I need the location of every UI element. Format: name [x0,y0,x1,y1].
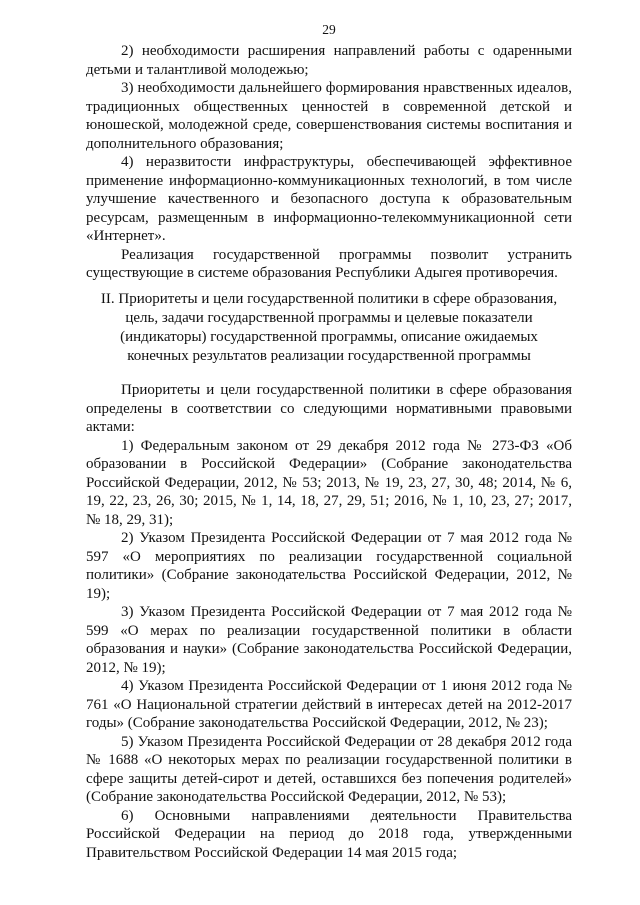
intro-item: 2) необходимости расширения направлений работы с одаренными детьми и талантливой молодежью; [86,43,572,78]
intro-item: 3) необходимости дальнейшего формирования нравственных идеалов, традиционных общественных ценностей в современной детской и юношеской, молодежной среде, совершенствования системы воспитания и дополнительного образования; [86,80,572,152]
legal-act-item: 1) Федеральным законом от 29 декабря 2012 года № 273-ФЗ «Об образовании в Российской Федерации» (Собрание законодательства Российской Федерации, 2012, № 53; 2013, № 19, 23, 27, 30, 48; 2014, № 6, 19, 22, 23, 26, 30; 2015, № 1, 14, 18, 27, 29, 51; 2016, № 1, 10, 23, 27; 2017, № 18, 29, 31); [86,437,572,528]
legal-act-item: 3) Указом Президента Российской Федерации от 7 мая 2012 года № 599 «О мерах по реализации государственной политики в области образования и науки» (Собрание законодательства Российской Федерации, 2012, № 19); [86,604,572,676]
legal-act-item: 4) Указом Президента Российской Федерации от 1 июня 2012 года № 761 «О Национальной стратегии действий в интересах детей на 2012-2017 годы» (Собрание законодательства Российской Федерации, 2012, № 23); [86,678,572,731]
intro-list [86,42,572,283]
intro-conclusion: Реализация государственной программы позволит устранить существующие в системе образования Республики Адыгея противоречия. [86,246,572,281]
legal-act-item: 5) Указом Президента Российской Федерации от 28 декабря 2012 года № 1688 «О некоторых мерах по реализации государственной политики в сфере защиты детей-сирот и детей, оставшихся без попечения родителей» (Собрание законодательства Российской Федерации, 2012, № 53); [86,733,572,805]
legal-act-item: 2) Указом Президента Российской Федерации от 7 мая 2012 года № 597 «О мероприятиях по реализации государственной социальной политики» (Собрание законодательства Российской Федерации, 2012, № 19); [86,530,572,602]
legal-act-item: 6) Основными направлениями деятельности Правительства Российской Федерации на период до 2018 года, утвержденными Правительством Российской Федерации 14 мая 2015 года; [86,807,572,861]
page-number: 29 [322,22,336,37]
section-heading-block [86,290,572,366]
intro-item: 4) неразвитости инфраструктуры, обеспечивающей эффективное применение информационно-коммуникационных технологий, в том числе улучшение качественного и безопасного доступа к образовательным ресурсам, размещенным в информационно-телекоммуникационной сети «Интернет». [86,154,572,244]
section-heading: II. Приоритеты и цели государственной политики в сфере образования, цель, задачи государственной программы и целевые показатели (индикаторы) государственной программы, описание ожидаемых конечных результатов реализации государственной программы [100,291,558,364]
section-body [86,381,572,862]
section-intro: Приоритеты и цели государственной политики в сфере образования определены в соответствии со следующими нормативными правовыми актами: [86,382,572,435]
